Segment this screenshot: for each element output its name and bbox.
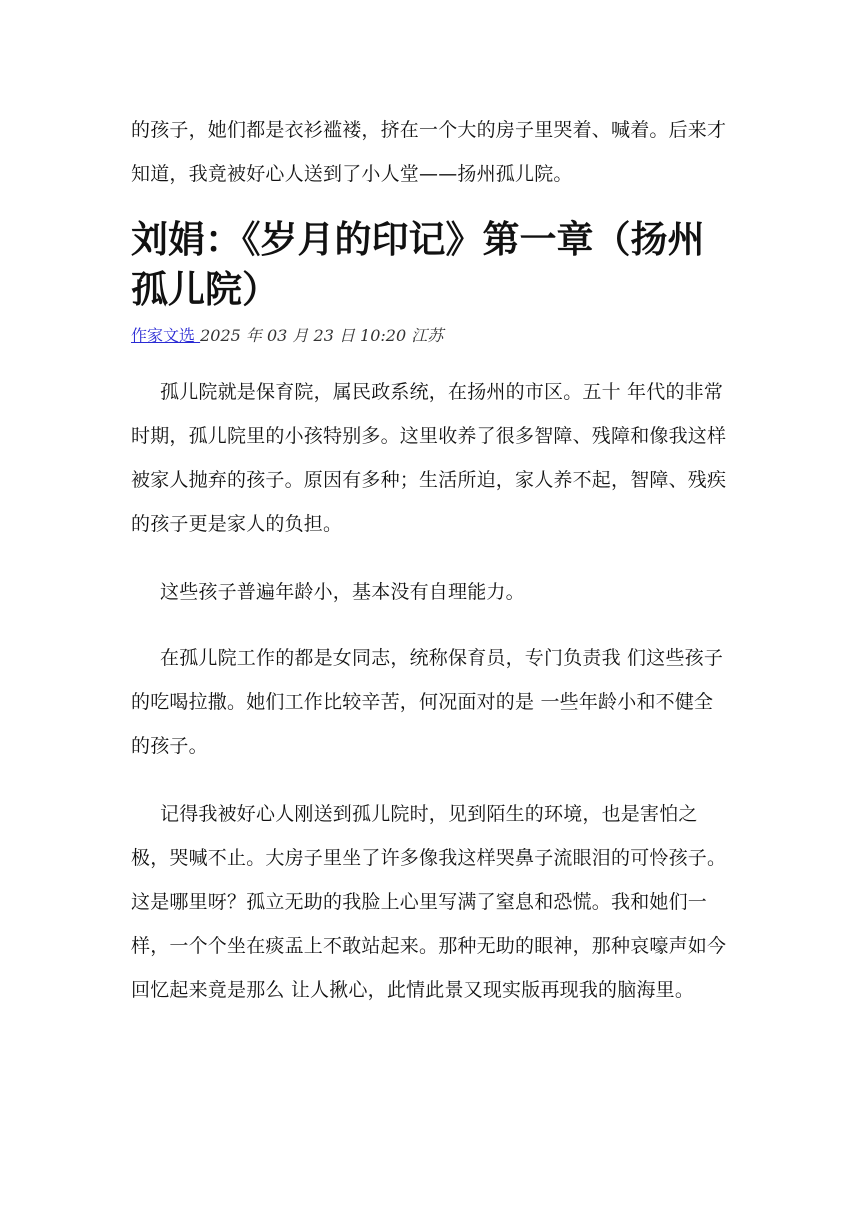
lead-paragraph: 的孩子，她们都是衣衫褴褛，挤在一个大的房子里哭着、喊着。后来才知道，我竟被好心人送到了小人堂——扬州孤儿院。 [131, 119, 727, 185]
body-paragraph-1: 孤儿院就是保育院，属民政系统，在扬州的市区。五十 年代的非常时期，孤儿院里的小孩特别多。这里收养了很多智障、残障和像我这样被家人抛弃的孩子。原因有多种；生活所迫，家人养不起，智障、残疾的孩子更是家人的负担。 [131, 381, 727, 535]
article-meta [131, 322, 731, 350]
source-link[interactable]: 作家文选 [131, 326, 201, 345]
date-location: 2025 年 03 月 23 日 10:20 江苏 [200, 326, 444, 345]
article-title: 刘娟：《岁月的印记》第一章（扬州孤儿院） [131, 217, 705, 311]
body-paragraph-2: 这些孩子普遍年龄小，基本没有自理能力。 [160, 581, 525, 603]
body-paragraph-3: 在孤儿院工作的都是女同志，统称保育员，专门负责我 们这些孩子的吃喝拉撒。她们工作比较辛苦，何况面对的是 一些年龄小和不健全的孩子。 [131, 647, 724, 757]
body-paragraph-4: 记得我被好心人刚送到孤儿院时，见到陌生的环境，也是害怕之极，哭喊不止。大房子里坐了许多像我这样哭鼻子流眼泪的可怜孩子。这是哪里呀？孤立无助的我脸上心里写满了窒息和恐慌。我和她们一样，一个个坐在痰盂上不敢站起来。那种无助的眼神，那种哀嚎声如今回忆起来竟是那么 让人揪心，此情此景又现实版再现我的脑海里。 [131, 803, 727, 1001]
